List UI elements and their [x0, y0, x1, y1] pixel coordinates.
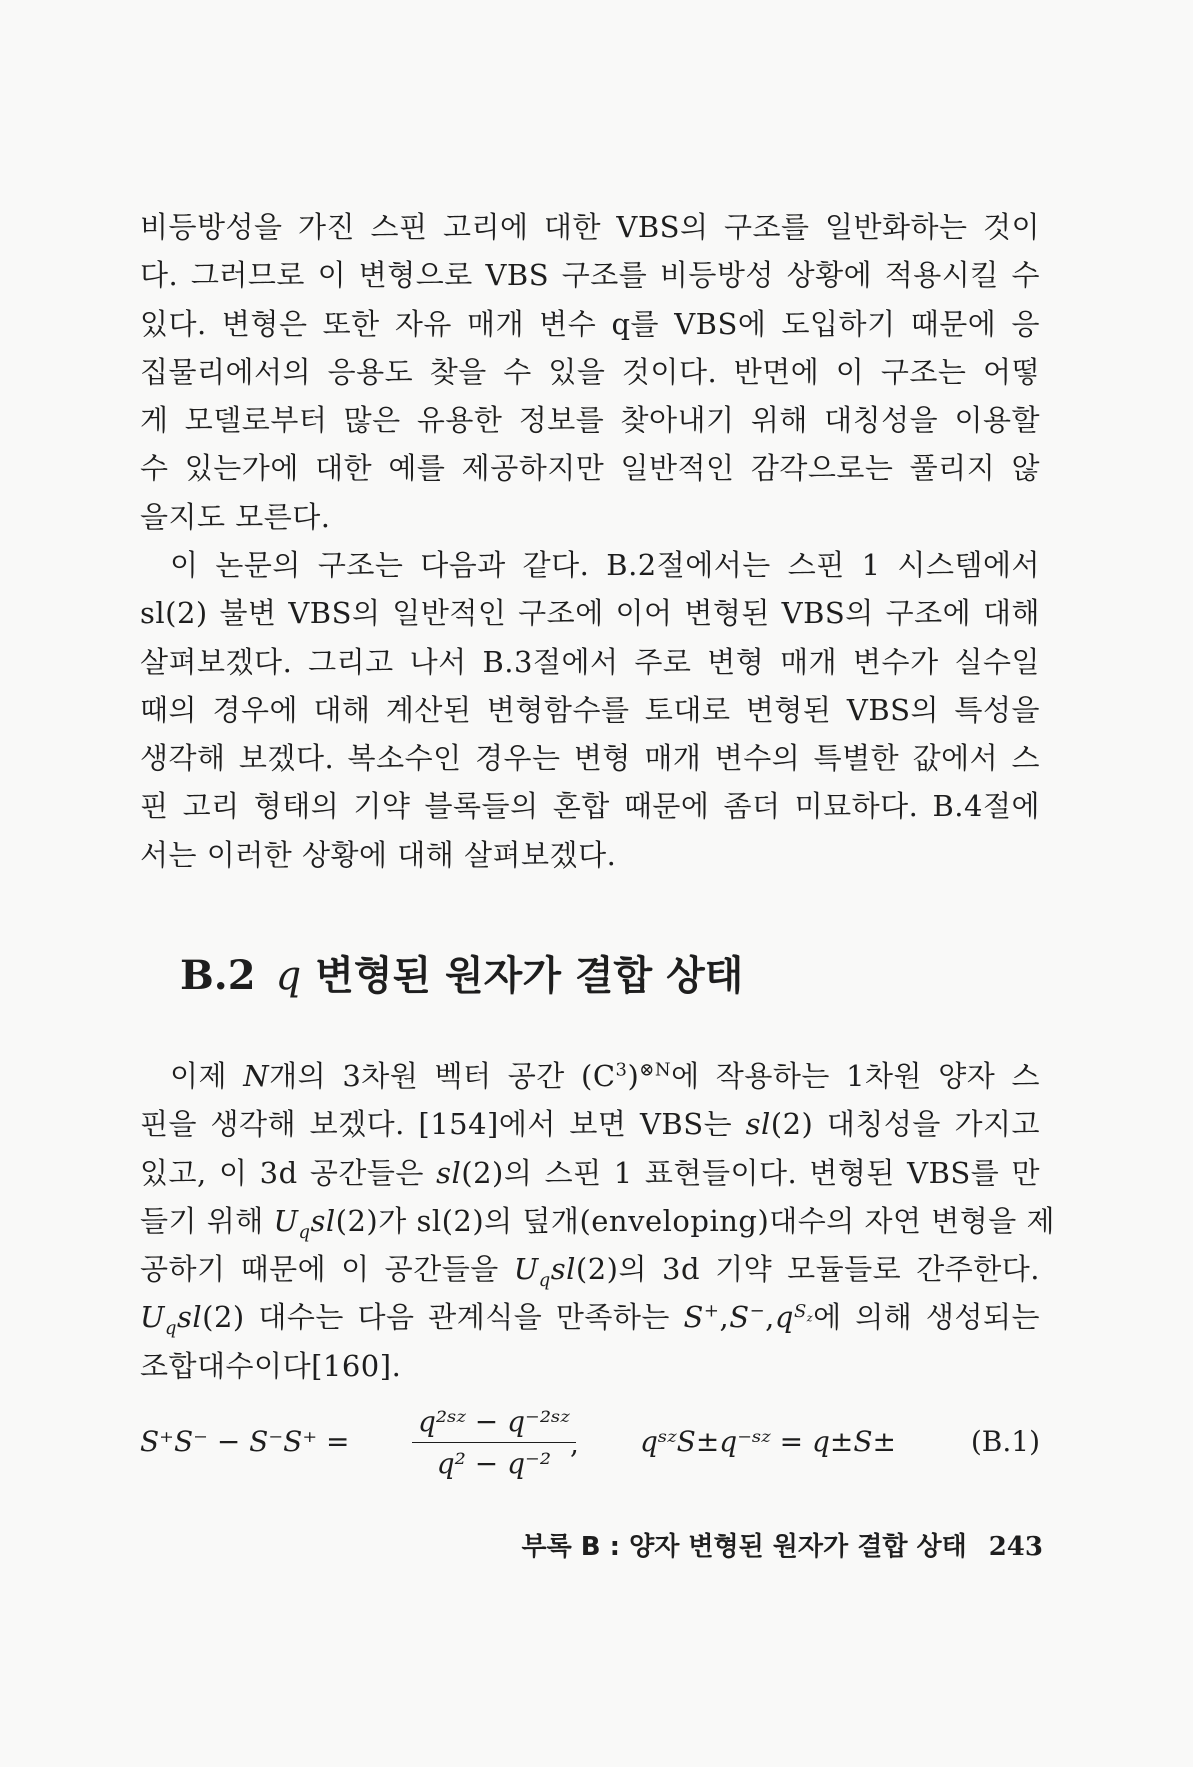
paragraph-outline: [140, 541, 1040, 879]
text-line: 다. 그러므로 이 변형으로 VBS 구조를 비등방성 상황에 적용시킬 수: [140, 258, 1040, 293]
page-number: 243: [988, 1532, 1043, 1562]
section-symbol: q: [275, 953, 302, 999]
text-line: 살펴보겠다. 그리고 나서 B.3절에서 주로 변형 매개 변수가 실수일: [140, 644, 1040, 679]
equation-label: (B.1): [970, 1425, 1040, 1458]
text-line: sl(2) 불변 VBS의 일반적인 구조에 이어 변형된 VBS의 구조에 대해: [140, 596, 1040, 631]
footer-title: 부록 B : 양자 변형된 원자가 결합 상태: [521, 1532, 967, 1562]
text-line: $U_qsl(2)$ 대수는 다음 관계식을 만족하는 $S^+,S^-,q^{S_z}$에 의해 생성되는: [140, 1300, 1040, 1340]
paragraph-section-body: [140, 1052, 1056, 1390]
text-line: 서는 이러한 상황에 대해 살펴보겠다.: [140, 837, 617, 872]
fraction-numerator: q²ˢᶻ − q⁻²ˢᶻ: [412, 1405, 576, 1443]
text-line: 있고, 이 3d 공간들은 sl(2)의 스핀 1 표현들이다. 변형된 VBS를 만: [140, 1155, 1040, 1190]
text-line: 수 있는가에 대한 예를 제공하지만 일반적인 감각으로는 풀리지 않: [140, 451, 1040, 486]
text-line: 핀 고리 형태의 기약 블록들의 혼합 때문에 좀더 미묘하다. B.4절에: [140, 789, 1040, 824]
text-line: 핀을 생각해 보겠다. [154]에서 보면 VBS는 sl(2) 대칭성을 가지고: [140, 1107, 1040, 1142]
running-footer: [522, 1526, 1043, 1563]
paragraph-intro-continued: [140, 203, 1040, 541]
text-line: 공하기 때문에 이 공간들을 $U_qsl(2)$의 3d 기약 모듈들로 간주한다.: [140, 1252, 1041, 1291]
text-line: 집물리에서의 응용도 찾을 수 있을 것이다. 반면에 이 구조는 어떻: [140, 354, 1040, 389]
text-line: 들기 위해 $U_qsl(2)$가 sl(2)의 덮개(enveloping)대수의 자연 변형을 제: [140, 1203, 1056, 1243]
text-line: 있다. 변형은 또한 자유 매개 변수 q를 VBS에 도입하기 때문에 응: [140, 306, 1040, 341]
fraction-denominator: q² − q⁻²: [436, 1447, 552, 1480]
section-title: 변형된 원자가 결합 상태: [315, 952, 744, 999]
equation-lhs: S⁺S⁻ − S⁻S⁺ =: [140, 1425, 350, 1458]
text-line: 을지도 모른다.: [140, 499, 331, 534]
equation-comma: ,: [570, 1427, 579, 1460]
equation-fraction: [412, 1405, 576, 1480]
text-line: 이제 N개의 3차원 벡터 공간 $(C^3)^{\otimes N}$에 작용하는 1차원 양자 스: [170, 1059, 1041, 1093]
text-line: 이 논문의 구조는 다음과 같다. B.2절에서는 스핀 1 시스템에서: [170, 548, 1040, 582]
equation-rhs: qˢᶻS±q⁻ˢᶻ = q±S±: [640, 1425, 896, 1458]
text-line: 조합대수이다[160].: [140, 1348, 402, 1383]
text-line: 게 모델로부터 많은 유용한 정보를 찾아내기 위해 대칭성을 이용할: [140, 403, 1040, 438]
text-line: 생각해 보겠다. 복소수인 경우는 변형 매개 변수의 특별한 값에서 스: [140, 741, 1040, 776]
text-line: 비등방성을 가진 스핀 고리에 대한 VBS의 구조를 일반화하는 것이: [140, 210, 1040, 244]
text-line: 때의 경우에 대해 계산된 변형함수를 토대로 변형된 VBS의 특성을: [140, 692, 1040, 727]
section-heading: [180, 944, 743, 1001]
section-number: B.2: [180, 952, 256, 999]
equation-b1: [140, 1405, 1040, 1485]
